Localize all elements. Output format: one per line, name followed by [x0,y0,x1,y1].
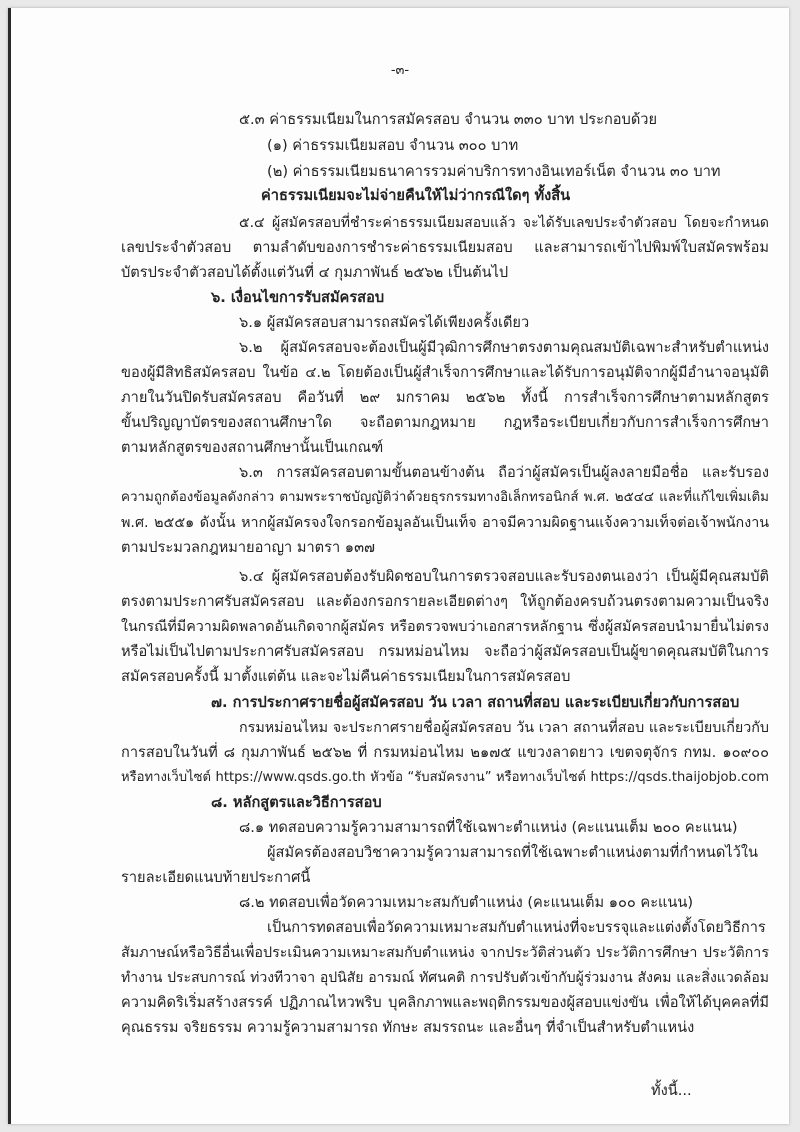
fee-nonrefundable-note: ค่าธรรมเนียมจะไม่จ่ายคืนให้ไม่ว่ากรณีใดๆ ทั้งสิ้น [261,187,571,204]
section-5-4-line: เลขประจำตัวสอบ ตามลำดับของการชำระค่าธรรมเนียมสอบ และสามารถเข้าไปพิมพ์ใบสมัครพร้อม [121,239,769,256]
section-6-4-line: ในกรณีที่มีความผิดพลาดอันเกิดจากผู้สมัคร หรือตรวจพบว่าเอกสารหลักฐาน ซึ่งผู้สมัครสอบนำมายื่นไม่ตรง [121,619,769,635]
page-number: -๓- [390,63,410,78]
section-6-3-line: ๖.๓ การสมัครสอบตามขั้นตอนข้างต้น ถือว่าผู้สมัครเป็นผู้ลงลายมือชื่อ และรับรอง [239,464,769,481]
section-6-4-line: หรือไม่เป็นไปตามประกาศรับสมัครสอบ กรมหม่อนไหม จะถือว่าผู้สมัครสอบเป็นผู้ขาดคุณสมบัติในการ [121,643,769,660]
section-5-4-line: ๕.๔ ผู้สมัครสอบที่ชำระค่าธรรมเนียมสอบแล้ว จะได้รับเลขประจำตัวสอบ โดยจะกำหนด [239,215,769,231]
section-6-2-line: ขั้นปริญญาบัตรของสถานศึกษาใด จะถือตามกฎหมาย กฎหรือระเบียบเกี่ยวกับการสำเร็จการศึกษา [121,414,769,431]
section-8-2-detail-line: คุณธรรม จริยธรรม ความรู้ความสามารถ ทักษะ สมรรถนะ และอื่นๆ ที่จำเป็นสำหรับตำแหน่ง [121,1019,695,1036]
section-7-line: การสอบในวันที่ ๘ กุมภาพันธ์ ๒๕๖๒ ที่ กรมหม่อนไหม ๒๑๗๕ แขวงลาดยาว เขตจตุจักร กทม. ๑๐๙๐๐ [121,744,769,761]
section-8-2: ๘.๒ ทดสอบเพื่อวัดความเหมาะสมกับตำแหน่ง (คะแนนเต็ม ๑๐๐ คะแนน) [239,894,694,911]
section-5-4-line: บัตรประจำตัวสอบได้ตั้งแต่วันที่ ๔ กุมภาพันธ์ ๒๕๖๒ เป็นต้นไป [121,264,509,281]
section-6-2-line: ตามหลักสูตรของสถานศึกษานั้นเป็นเกณฑ์ [121,439,384,456]
section-6-4-line: ตรงตามประกาศรับสมัครสอบ และต้องกรอกรายละเอียดต่างๆ ให้ถูกต้องครบถ้วนตรงตามความเป็นจริง [121,593,769,610]
section-7-heading: ๗. การประกาศรายชื่อผู้สมัครสอบ วัน เวลา สถานที่สอบ และระเบียบเกี่ยวกับการสอบ [211,694,740,711]
section-8-heading: ๘. หลักสูตรและวิธีการสอบ [211,794,382,811]
section-8-1: ๘.๑ ทดสอบความรู้ความสามารถที่ใช้เฉพาะตำแหน่ง (คะแนนเต็ม ๒๐๐ คะแนน) [239,819,738,836]
section-6-2-line: ภายในวันปิดรับสมัครสอบ คือวันที่ ๒๙ มกราคม ๒๕๖๒ ทั้งนี้ การสำเร็จการศึกษาตามหลักสูตร [121,389,769,406]
section-5-3-item-2: (๒) ค่าธรรมเนียมธนาคารรวมค่าบริการทางอินเทอร์เน็ต จำนวน ๓๐ บาท [267,163,721,180]
section-6-2-line: ๖.๒ ผู้สมัครสอบจะต้องเป็นผู้มีวุฒิการศึกษาตรงตามคุณสมบัติเฉพาะสำหรับตำแหน่ง [239,339,769,356]
section-6-3-line: พ.ศ. ๒๕๕๑ ดังนั้น หากผู้สมัครจงใจกรอกข้อมูลอันเป็นเท็จ อาจมีความผิดฐานแจ้งความเท็จต่อเจ้าพนักงาน [121,515,769,531]
section-7-line: กรมหม่อนไหม จะประกาศรายชื่อผู้สมัครสอบ วัน เวลา สถานที่สอบ และระเบียบเกี่ยวกับ [239,720,769,736]
section-6-3-line: ตามประมวลกฎหมายอาญา มาตรา ๑๓๗ [121,539,376,556]
section-8-2-detail-line: สัมภาษณ์หรือวิธีอื่นเพื่อประเมินความเหมาะสมกับตำแหน่ง จากประวัติส่วนตัว ประวัติการศึกษา ประวัติการ [121,945,769,961]
section-8-1-detail-line: ผู้สมัครต้องสอบวิชาความรู้ความสามารถที่ใช้เฉพาะตำแหน่งตามที่กำหนดไว้ใน [267,844,758,861]
section-8-2-detail-line: ความคิดริเริ่มสร้างสรรค์ ปฏิภาณไหวพริบ บุคลิกภาพและพฤติกรรมของผู้สอบแข่งขัน เพื่อให้ได้บุคคลที่มี [121,994,769,1011]
continuation-marker: ทั้งนี้... [651,1082,692,1099]
section-6-1: ๖.๑ ผู้สมัครสอบสามารถสมัครได้เพียงครั้งเดียว [239,314,530,331]
section-6-heading: ๖. เงื่อนไขการรับสมัครสอบ [211,289,385,306]
section-8-2-detail-line: เป็นการทดสอบเพื่อวัดความเหมาะสมกับตำแหน่งที่จะบรรจุและแต่งตั้งโดยวิธีการ [267,919,766,936]
section-8-1-detail-line: รายละเอียดแนบท้ายประกาศนี้ [121,869,311,886]
section-5-3-heading: ๕.๓ ค่าธรรมเนียมในการสมัครสอบ จำนวน ๓๓๐ บาท ประกอบด้วย [239,111,658,128]
section-5-3-item-1: (๑) ค่าธรรมเนียมสอบ จำนวน ๓๐๐ บาท [267,137,519,154]
section-6-4-line: สมัครสอบครั้งนี้ มาตั้งแต่ต้น และจะไม่คืนค่าธรรมเนียมในการสมัครสอบ [121,668,571,685]
section-6-2-line: ของผู้มีสิทธิสมัครสอบ ในข้อ ๔.๒ โดยต้องเป็นผู้สำเร็จการศึกษาและได้รับการอนุมัติจากผู้มีอำนาจอนุมัติ [121,364,769,381]
section-6-3-line: ความถูกต้องข้อมูลดังกล่าว ตามพระราชบัญญัติว่าด้วยธุรกรรมทางอิเล็กทรอนิกส์ พ.ศ. ๒๕๔๔ และที่แก้ไขเพิ่มเติม [121,490,769,505]
section-8-2-detail-line: ทำงาน ประสบการณ์ ท่วงทีวาจา อุปนิสัย อารมณ์ ทัศนคติ การปรับตัวเข้ากับผู้ร่วมงาน สังคม และสิ่งแวดล้อม [121,970,769,986]
section-6-4-line: ๖.๔ ผู้สมัครสอบต้องรับผิดชอบในการตรวจสอบและรับรองตนเองว่า เป็นผู้มีคุณสมบัติ [239,568,769,585]
section-7-line: หรือทางเว็บไซต์ https://www.qsds.go.th หัวข้อ “รับสมัครงาน” หรือทางเว็บไซต์ https://qsds.thaijobjob.com [121,770,769,785]
document-page [8,8,789,1124]
